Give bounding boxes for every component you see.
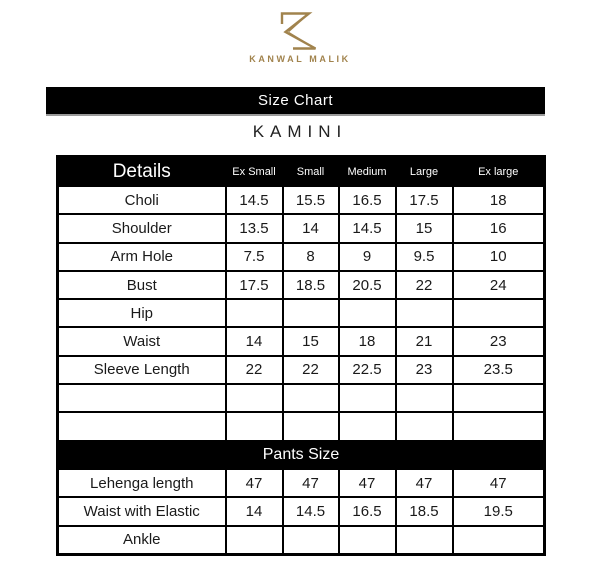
brand-name: KANWAL MALIK bbox=[249, 54, 351, 64]
value-cell: 22 bbox=[396, 271, 453, 299]
row-label: Waist bbox=[58, 327, 226, 355]
value-cell bbox=[283, 526, 339, 555]
size-column-header: Small bbox=[283, 157, 339, 187]
value-cell: 22 bbox=[283, 356, 339, 384]
value-cell: 20.5 bbox=[339, 271, 396, 299]
value-cell: 18 bbox=[453, 186, 545, 214]
value-cell: 22.5 bbox=[339, 356, 396, 384]
size-chart-title-bar bbox=[46, 87, 545, 116]
value-cell: 14.5 bbox=[283, 497, 339, 525]
table-row bbox=[58, 412, 545, 440]
table-row bbox=[58, 214, 545, 242]
value-cell: 14 bbox=[226, 497, 283, 525]
value-cell bbox=[226, 526, 283, 555]
value-cell: 47 bbox=[339, 469, 396, 497]
table-row bbox=[58, 469, 545, 497]
value-cell bbox=[226, 412, 283, 440]
value-cell: 22 bbox=[226, 356, 283, 384]
value-cell bbox=[226, 299, 283, 327]
details-header: Details bbox=[58, 157, 226, 187]
value-cell: 15.5 bbox=[283, 186, 339, 214]
value-cell: 10 bbox=[453, 243, 545, 271]
value-cell: 16.5 bbox=[339, 497, 396, 525]
row-label: Sleeve Length bbox=[58, 356, 226, 384]
pants-size-divider: Pants Size bbox=[58, 441, 545, 469]
table-row bbox=[58, 526, 545, 555]
value-cell: 9 bbox=[339, 243, 396, 271]
value-cell: 47 bbox=[396, 469, 453, 497]
value-cell: 17.5 bbox=[226, 271, 283, 299]
value-cell bbox=[453, 412, 545, 440]
value-cell: 23 bbox=[453, 327, 545, 355]
value-cell: 14 bbox=[283, 214, 339, 242]
table-header-row bbox=[58, 157, 545, 187]
value-cell: 19.5 bbox=[453, 497, 545, 525]
size-column-header: Ex Small bbox=[226, 157, 283, 187]
value-cell bbox=[339, 299, 396, 327]
value-cell: 16 bbox=[453, 214, 545, 242]
value-cell: 13.5 bbox=[226, 214, 283, 242]
value-cell bbox=[283, 412, 339, 440]
value-cell: 23 bbox=[396, 356, 453, 384]
row-label: Waist with Elastic bbox=[58, 497, 226, 525]
value-cell bbox=[226, 384, 283, 412]
table-row bbox=[58, 356, 545, 384]
value-cell bbox=[453, 526, 545, 555]
size-table bbox=[56, 155, 546, 556]
value-cell bbox=[283, 384, 339, 412]
value-cell: 18.5 bbox=[396, 497, 453, 525]
value-cell: 47 bbox=[283, 469, 339, 497]
value-cell: 18.5 bbox=[283, 271, 339, 299]
row-label: Bust bbox=[58, 271, 226, 299]
row-label bbox=[58, 384, 226, 412]
size-column-header: Ex large bbox=[453, 157, 545, 187]
value-cell: 15 bbox=[283, 327, 339, 355]
table-row bbox=[58, 327, 545, 355]
size-chart-title: Size Chart bbox=[257, 92, 334, 109]
value-cell: 47 bbox=[453, 469, 545, 497]
value-cell: 18 bbox=[339, 327, 396, 355]
value-cell: 7.5 bbox=[226, 243, 283, 271]
value-cell: 24 bbox=[453, 271, 545, 299]
value-cell bbox=[396, 412, 453, 440]
row-label: Choli bbox=[58, 186, 226, 214]
row-label bbox=[58, 412, 226, 440]
row-label: Lehenga length bbox=[58, 469, 226, 497]
value-cell bbox=[283, 299, 339, 327]
row-label: Ankle bbox=[58, 526, 226, 555]
value-cell: 14.5 bbox=[226, 186, 283, 214]
value-cell bbox=[453, 384, 545, 412]
size-column-header: Large bbox=[396, 157, 453, 187]
value-cell: 23.5 bbox=[453, 356, 545, 384]
value-cell: 21 bbox=[396, 327, 453, 355]
row-label: Arm Hole bbox=[58, 243, 226, 271]
value-cell: 15 bbox=[396, 214, 453, 242]
table-row bbox=[58, 299, 545, 327]
table-row bbox=[58, 497, 545, 525]
value-cell bbox=[396, 299, 453, 327]
table-row bbox=[58, 271, 545, 299]
value-cell: 8 bbox=[283, 243, 339, 271]
section-divider-row bbox=[58, 441, 545, 469]
table-row bbox=[58, 243, 545, 271]
value-cell bbox=[396, 384, 453, 412]
size-column-header: Medium bbox=[339, 157, 396, 187]
value-cell bbox=[453, 299, 545, 327]
table-row bbox=[58, 186, 545, 214]
value-cell bbox=[339, 384, 396, 412]
value-cell bbox=[396, 526, 453, 555]
value-cell bbox=[339, 526, 396, 555]
value-cell: 9.5 bbox=[396, 243, 453, 271]
row-label: Hip bbox=[58, 299, 226, 327]
row-label: Shoulder bbox=[58, 214, 226, 242]
value-cell: 17.5 bbox=[396, 186, 453, 214]
brand-logo bbox=[0, 11, 600, 64]
value-cell: 14 bbox=[226, 327, 283, 355]
product-name: KAMINI bbox=[252, 122, 348, 141]
value-cell: 14.5 bbox=[339, 214, 396, 242]
value-cell: 47 bbox=[226, 469, 283, 497]
value-cell bbox=[339, 412, 396, 440]
value-cell: 16.5 bbox=[339, 186, 396, 214]
brand-monogram-k-icon bbox=[277, 11, 323, 51]
table-row bbox=[58, 384, 545, 412]
